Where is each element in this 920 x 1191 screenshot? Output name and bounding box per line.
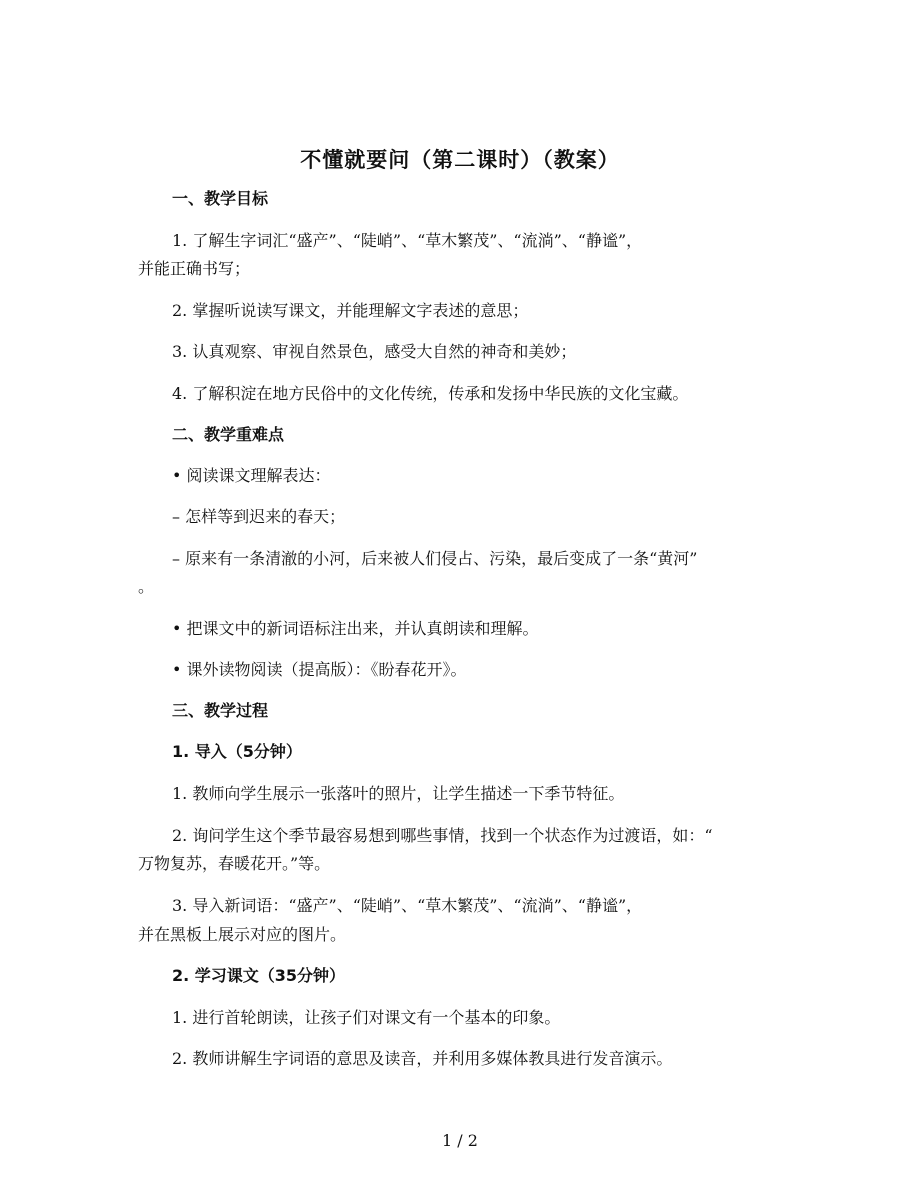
- key-point-bullet-1: • 阅读课文理解表达：: [172, 466, 331, 485]
- key-point-dash-2-cont: 。: [138, 577, 155, 596]
- objective-item-4: 4. 了解积淀在地方民俗中的文化传统，传承和发扬中华民族的文化宝藏。: [172, 384, 689, 403]
- section-heading-key-points: 二、教学重难点: [172, 425, 285, 444]
- study-step-2: 2. 教师讲解生字词语的意思及读音，并利用多媒体教具进行发音演示。: [172, 1049, 673, 1068]
- objective-item-1-cont: 并能正确书写；: [138, 259, 251, 278]
- section-heading-process: 三、教学过程: [172, 701, 269, 720]
- page-number: 1 / 2: [442, 1131, 478, 1150]
- intro-step-2-cont: 万物复苏，春暖花开。”等。: [138, 854, 331, 873]
- section-heading-objectives: 一、教学目标: [172, 189, 269, 208]
- document-title: 不懂就要问（第二课时）（教案）: [300, 148, 620, 172]
- intro-step-3: 3. 导入新词语：“盛产”、“陡峭”、“草木繁茂”、“流淌”、“静谧”，: [172, 896, 643, 915]
- intro-step-3-cont: 并在黑板上展示对应的图片。: [138, 925, 347, 944]
- objective-item-1: 1. 了解生字词汇“盛产”、“陡峭”、“草木繁茂”、“流淌”、“静谧”，: [172, 231, 643, 250]
- study-step-1: 1. 进行首轮朗读，让孩子们对课文有一个基本的印象。: [172, 1008, 561, 1027]
- objective-item-2: 2. 掌握听说读写课文，并能理解文字表述的意思；: [172, 301, 529, 320]
- objective-item-3: 3. 认真观察、审视自然景色，感受大自然的神奇和美妙；: [172, 342, 577, 361]
- subheading-intro: 1. 导入（5分钟）: [172, 742, 302, 761]
- subheading-study-text: 2. 学习课文（35分钟）: [172, 966, 346, 985]
- intro-step-1: 1. 教师向学生展示一张落叶的照片，让学生描述一下季节特征。: [172, 784, 625, 803]
- key-point-dash-1: – 怎样等到迟来的春天；: [172, 507, 346, 526]
- key-point-bullet-2: • 把课文中的新词语标注出来，并认真朗读和理解。: [172, 619, 539, 638]
- intro-step-2: 2. 询问学生这个季节最容易想到哪些事情，找到一个状态作为过渡语，如：“: [172, 826, 713, 845]
- key-point-bullet-3: • 课外读物阅读（提高版）：《盼春花开》。: [172, 660, 467, 679]
- key-point-dash-2: – 原来有一条清澈的小河，后来被人们侵占、污染，最后变成了一条“黄河”: [172, 549, 698, 568]
